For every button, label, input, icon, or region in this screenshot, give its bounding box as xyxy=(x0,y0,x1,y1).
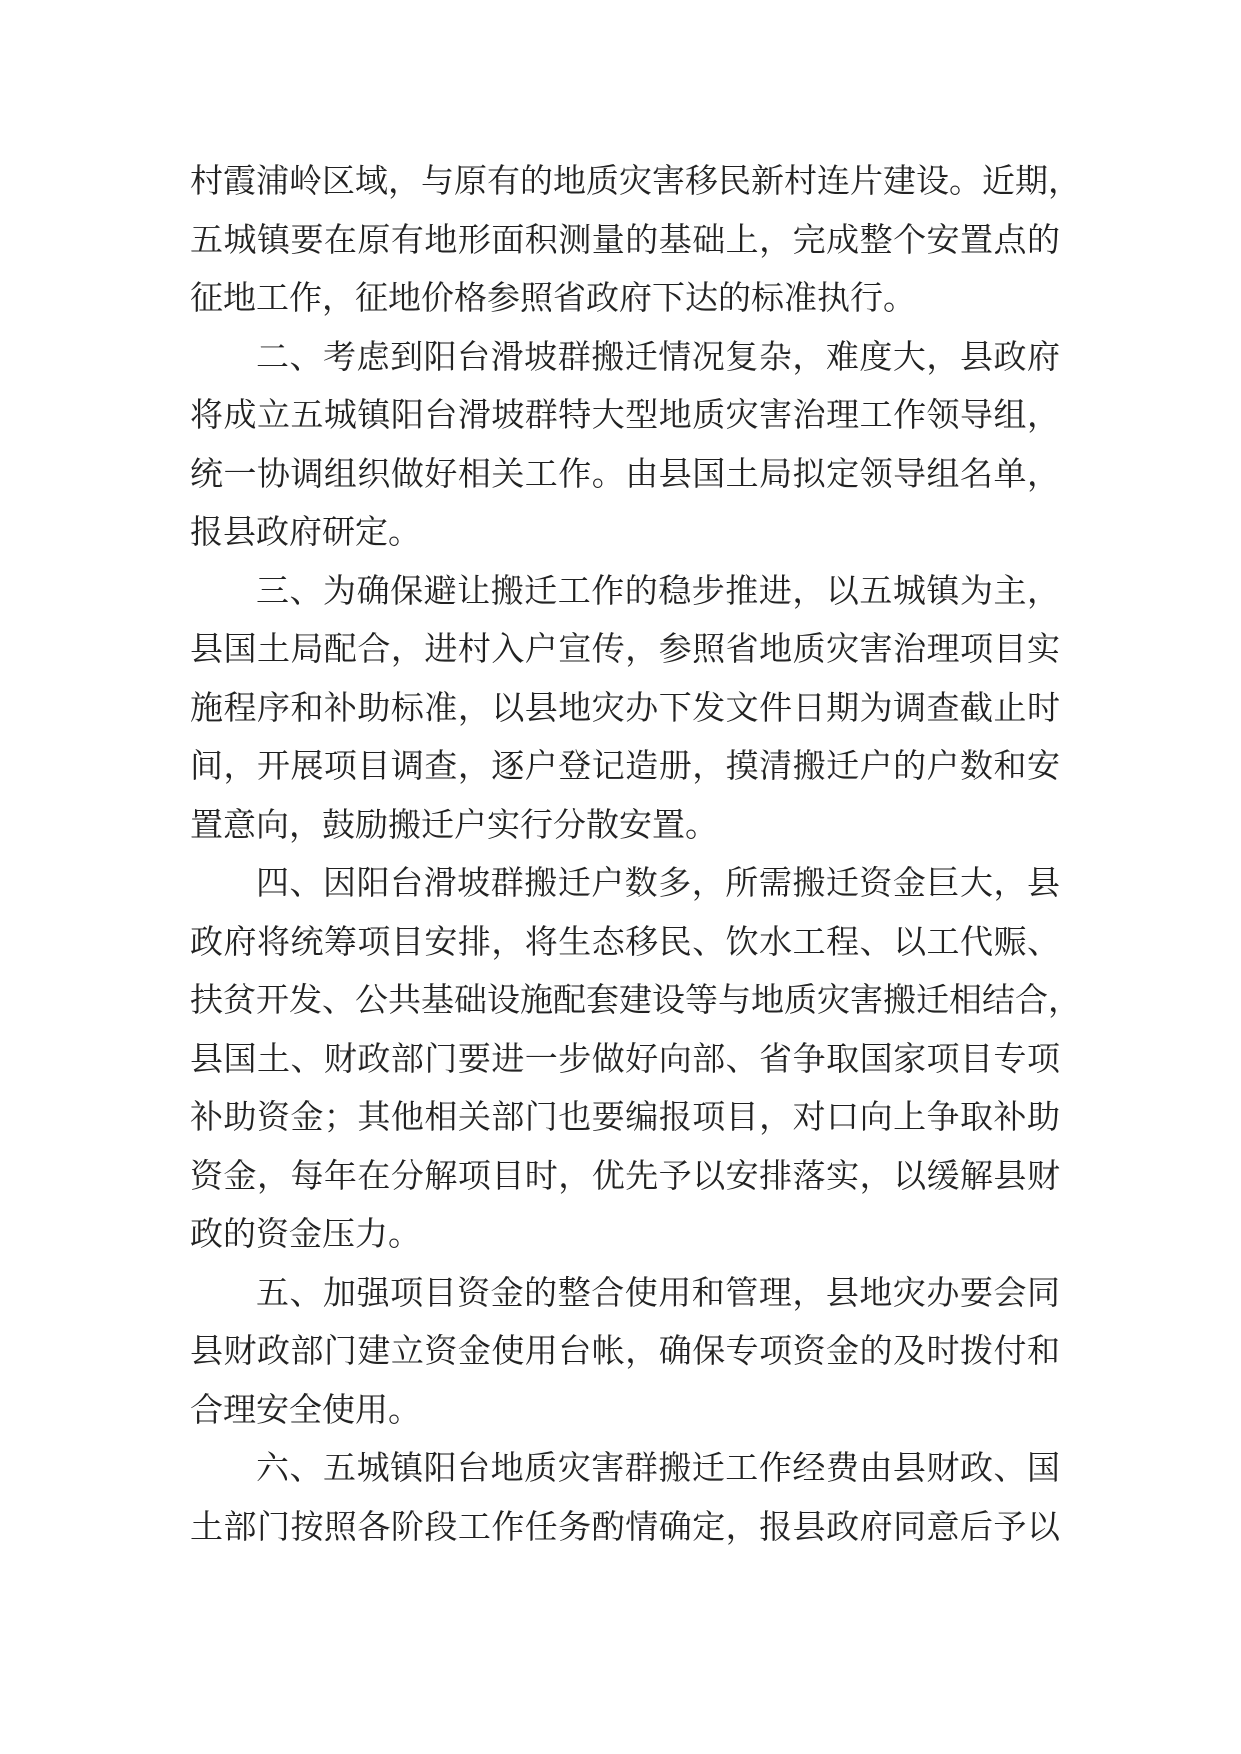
text-line: 二、考虑到阳台滑坡群搬迁情况复杂，难度大，县政府 xyxy=(256,336,1060,376)
text-line: 扶贫开发、公共基础设施配套建设等与地质灾害搬迁相结合， xyxy=(190,980,1081,1019)
text-line: 村霞浦岭区域，与原有的地质灾害移民新村连片建设。近期， xyxy=(190,161,1081,200)
text-line: 土部门按照各阶段工作任务酌情确定，报县政府同意后予以 xyxy=(190,1506,1060,1546)
text-line: 五城镇要在原有地形面积测量的基础上，完成整个安置点的 xyxy=(190,219,1060,259)
text-line: 六、五城镇阳台地质灾害群搬迁工作经费由县财政、国 xyxy=(256,1448,1060,1487)
text-line: 资金，每年在分解项目时，优先予以安排落实，以缓解县财 xyxy=(190,1155,1060,1195)
text-line: 补助资金；其他相关部门也要编报项目，对口向上争取补助 xyxy=(190,1097,1060,1136)
text-line: 统一协调组织做好相关工作。由县国土局拟定领导组名单， xyxy=(190,453,1060,493)
text-line: 置意向，鼓励搬迁户实行分散安置。 xyxy=(190,804,718,844)
text-line: 县国土、财政部门要进一步做好向部、省争取国家项目专项 xyxy=(190,1038,1060,1078)
text-line: 施程序和补助标准，以县地灾办下发文件日期为调查截止时 xyxy=(190,687,1060,727)
text-line: 将成立五城镇阳台滑坡群特大型地质灾害治理工作领导组， xyxy=(190,395,1060,434)
text-line: 合理安全使用。 xyxy=(190,1389,421,1429)
text-line: 五、加强项目资金的整合使用和管理，县地灾办要会同 xyxy=(256,1272,1060,1312)
text-line: 征地工作，征地价格参照省政府下达的标准执行。 xyxy=(190,278,916,317)
text-line: 政的资金压力。 xyxy=(190,1214,421,1253)
text-line: 间，开展项目调查，逐户登记造册，摸清搬迁户的户数和安 xyxy=(190,746,1060,785)
text-line: 四、因阳台滑坡群搬迁户数多，所需搬迁资金巨大，县 xyxy=(256,863,1060,902)
text-line: 县财政部门建立资金使用台帐，确保专项资金的及时拨付和 xyxy=(190,1331,1060,1370)
text-line: 三、为确保避让搬迁工作的稳步推进，以五城镇为主， xyxy=(256,570,1060,610)
text-line: 县国土局配合，进村入户宣传，参照省地质灾害治理项目实 xyxy=(190,629,1060,668)
document-body xyxy=(190,152,1081,1556)
text-line: 报县政府研定。 xyxy=(190,512,421,551)
text-line: 政府将统筹项目安排，将生态移民、饮水工程、以工代赈、 xyxy=(190,921,1060,961)
